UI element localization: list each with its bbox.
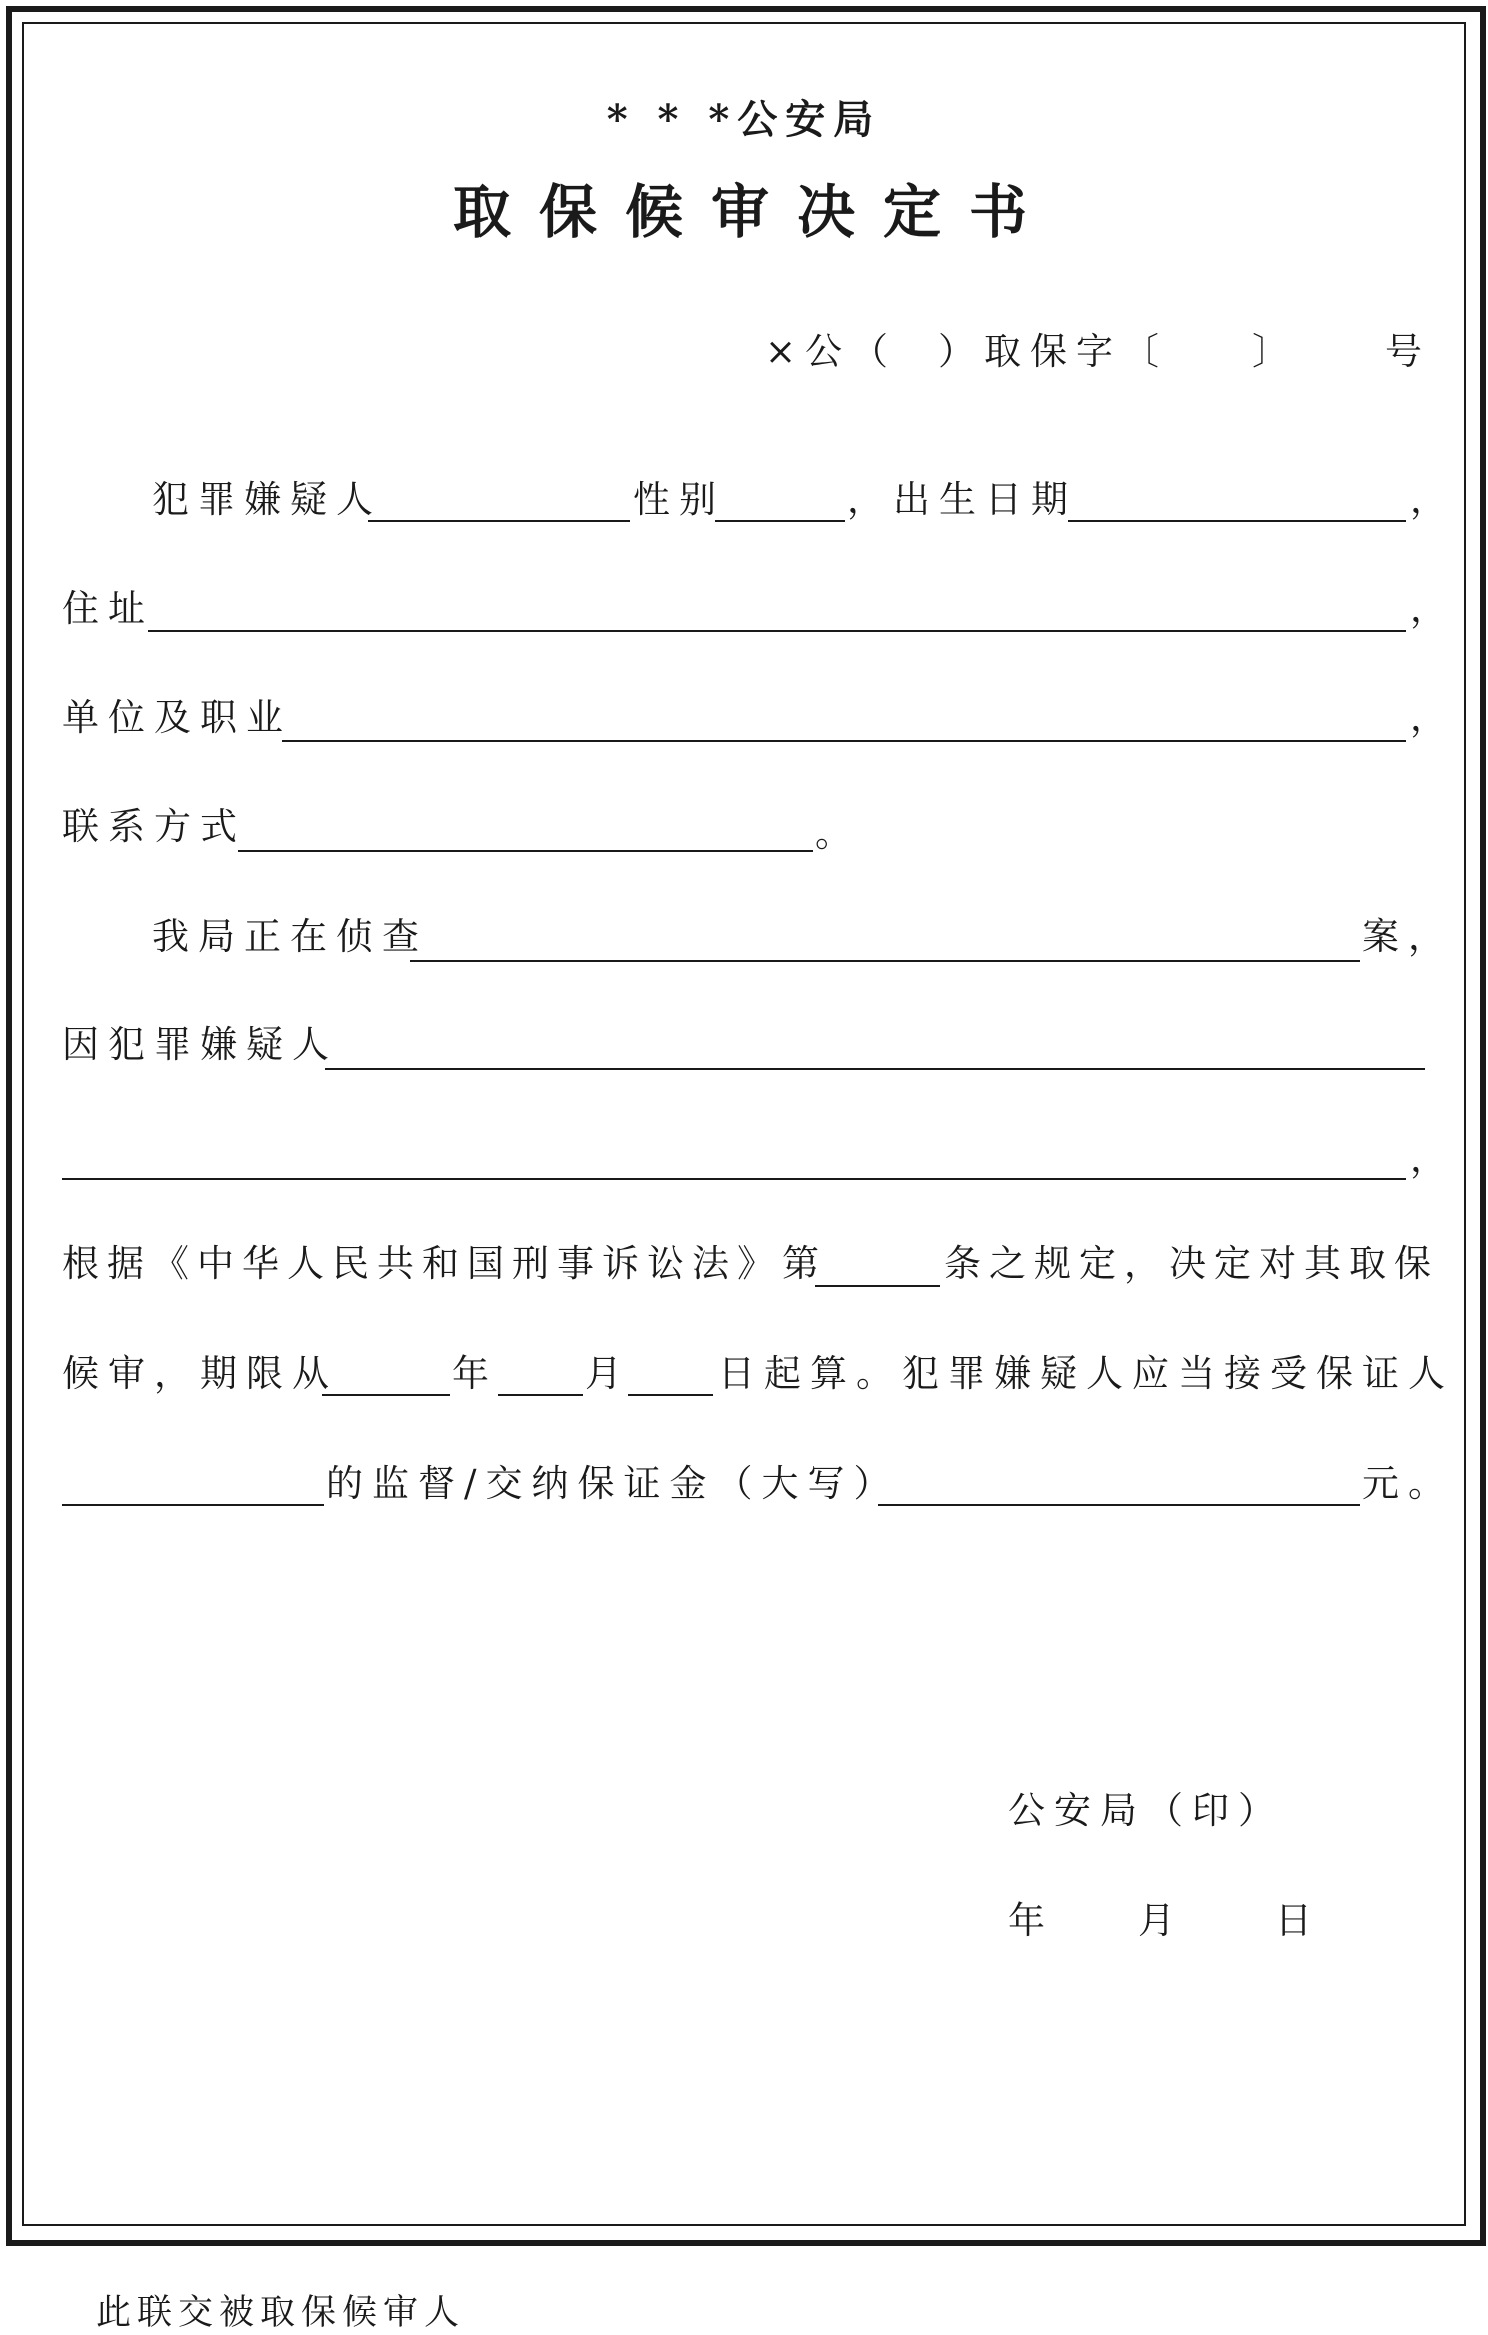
row2-comma: ， bbox=[1410, 587, 1456, 630]
row1-comma: ， bbox=[1410, 478, 1456, 521]
month-label: 月 bbox=[585, 1352, 631, 1395]
suspect-label: 犯罪嫌疑人 bbox=[152, 478, 382, 521]
start-month-field[interactable] bbox=[498, 1394, 583, 1396]
investigating-label: 我局正在侦查 bbox=[152, 915, 428, 958]
yuan-suffix: 元。 bbox=[1362, 1462, 1454, 1505]
row3-comma: ， bbox=[1410, 696, 1456, 739]
article-suffix-text: 条之规定，决定对其取保 bbox=[944, 1242, 1439, 1285]
employer-field[interactable] bbox=[282, 740, 1406, 742]
issuing-agency: * * *公安局 bbox=[606, 96, 882, 143]
doc-number-suffix: 号 bbox=[1385, 330, 1431, 373]
contact-period: 。 bbox=[815, 812, 861, 855]
contact-field[interactable] bbox=[238, 850, 813, 852]
sign-day-label: 日 bbox=[1275, 1899, 1321, 1942]
legal-basis-text: 根据《中华人民共和国刑事诉讼法》第 bbox=[62, 1242, 827, 1285]
sign-month-label: 月 bbox=[1138, 1899, 1184, 1942]
doc-number-close: 〕 bbox=[1252, 330, 1298, 373]
gender-field[interactable] bbox=[715, 520, 845, 522]
birth-label: ，出生日期 bbox=[847, 478, 1077, 521]
bail-amount-field[interactable] bbox=[878, 1504, 1360, 1506]
case-suffix: 案， bbox=[1362, 915, 1454, 958]
copy-recipient-note: 此联交被取保候审人 bbox=[96, 2293, 466, 2333]
reason-field-line1[interactable] bbox=[325, 1068, 1425, 1070]
address-label: 住址 bbox=[62, 587, 154, 630]
start-year-field[interactable] bbox=[322, 1394, 450, 1396]
day-start-text: 日起算。犯罪嫌疑人应当接受保证人 bbox=[718, 1352, 1454, 1395]
police-seal-label: 公安局（印） bbox=[1008, 1789, 1284, 1832]
contact-label: 联系方式 bbox=[62, 805, 246, 848]
supervision-text: 的监督/交纳保证金（大写） bbox=[326, 1462, 900, 1505]
period-from-label: 候审，期限从 bbox=[62, 1352, 338, 1395]
sign-year-label: 年 bbox=[1008, 1899, 1054, 1942]
birth-date-field[interactable] bbox=[1068, 520, 1406, 522]
article-number-field[interactable] bbox=[815, 1285, 940, 1287]
start-day-field[interactable] bbox=[628, 1394, 713, 1396]
suspect-name-field[interactable] bbox=[368, 520, 630, 522]
document-title: 取保候审决定书 bbox=[452, 178, 1055, 246]
case-name-field[interactable] bbox=[410, 960, 1360, 962]
row7-comma: ， bbox=[1410, 1137, 1456, 1180]
doc-number-prefix: ×公（ bbox=[765, 330, 898, 373]
inner-border bbox=[22, 22, 1466, 2226]
address-field[interactable] bbox=[148, 630, 1406, 632]
guarantor-field[interactable] bbox=[62, 1504, 324, 1506]
because-label: 因犯罪嫌疑人 bbox=[62, 1023, 338, 1066]
doc-number-mid: ）取保字〔 bbox=[938, 330, 1168, 373]
employer-label: 单位及职业 bbox=[62, 696, 292, 739]
reason-field-line2[interactable] bbox=[62, 1178, 1406, 1180]
year-label: 年 bbox=[452, 1352, 498, 1395]
gender-label: 性别 bbox=[633, 478, 725, 521]
